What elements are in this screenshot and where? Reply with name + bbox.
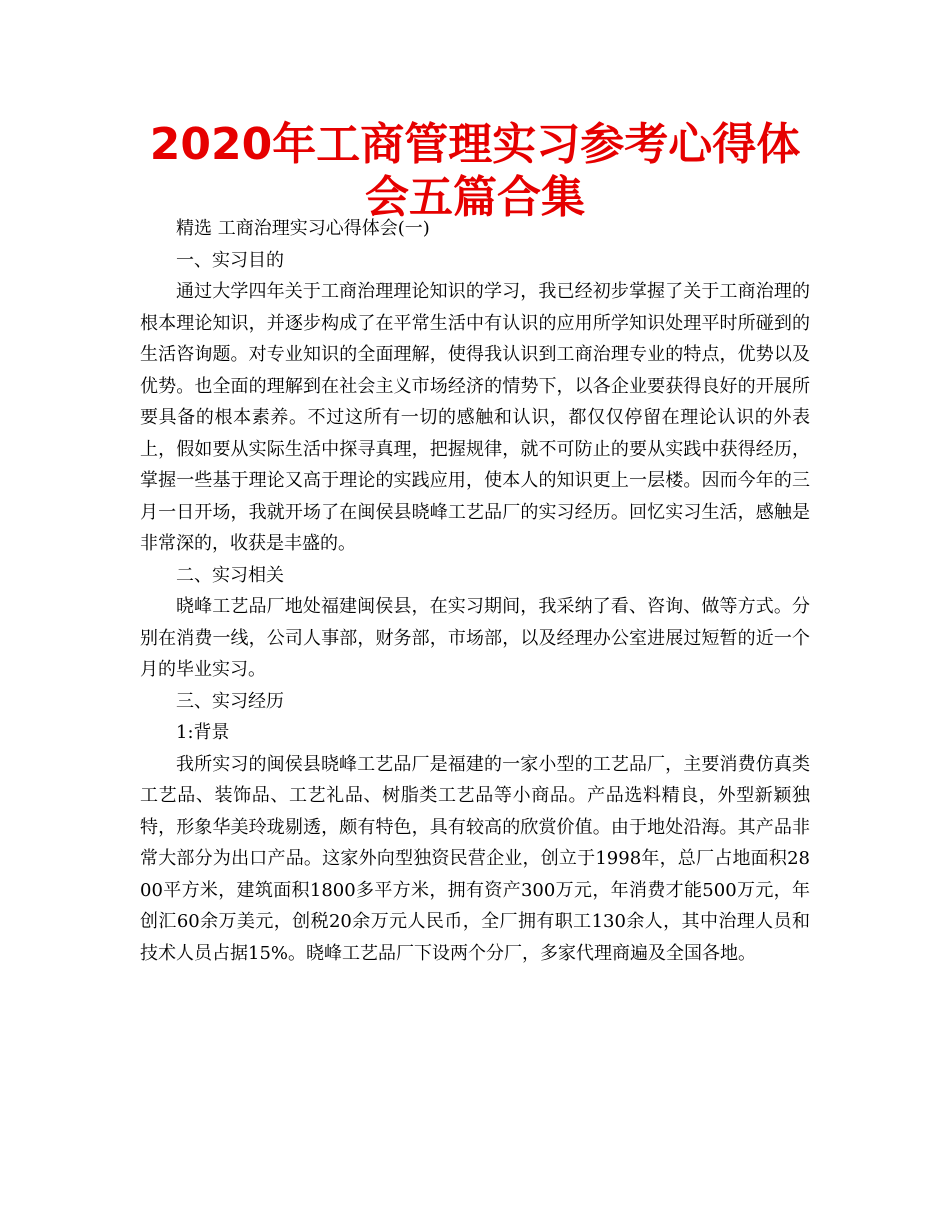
section-heading-related: 二、实习相关 — [176, 564, 284, 586]
paragraph-related: 晓峰工艺品厂地处福建闽侯县，在实习期间，我采纳了看、咨询、做等方式。分别在消费一线，公司人事部，财务部，市场部，以及经理办公室进展过短暂的近一个月的毕业实习。 — [140, 596, 810, 680]
paragraph-purpose: 通过大学四年关于工商治理理论知识的学习，我已经初步掌握了关于工商治理的根本理论知识，并逐步构成了在平常生活中有认识的应用所学知识处理平时所碰到的生活咨询题。对专业知识的全面理解，使得我认识到工商治理专业的特点，优势以及优势。也全面的理解到在社会主义市场经济的情势下，以各企业要获得良好的开展所要具备的根本素养。不过这所有一切的感触和认识，都仅仅停留在理论认识的外表上，假如要从实际生活中探寻真理，把握规律，就不可防止的要从实践中获得经历，掌握一些基于理论又高于理论的实践应用，使本人的知识更上一层楼。因而今年的三月一日开场，我就开场了在闽侯县晓峰工艺品厂的实习经历。回忆实习生活，感触是非常深的，收获是丰盛的。 — [140, 281, 810, 554]
section-heading-intro: 精选 工商治理实习心得体会(一) — [176, 218, 430, 239]
subheading-background: 1:背景 — [176, 722, 230, 743]
document-body — [140, 213, 810, 969]
section-heading-experience: 三、实习经历 — [176, 690, 284, 712]
paragraph-background: 我所实习的闽侯县晓峰工艺品厂是福建的一家小型的工艺品厂，主要消费仿真类工艺品、装饰品、工艺礼品、树脂类工艺品等小商品。产品选料精良，外型新颖独特，形象华美玲珑剔透，颇有特色，具有较高的欣赏价值。由于地处沿海。其产品非常大部分为出口产品。这家外向型独资民营企业，创立于1998年，总厂占地面积2800平方米，建筑面积1800多平方米，拥有资产300万元，年消费才能500万元，年创汇60余万美元，创税20余万元人民币，全厂拥有职工130余人，其中治理人员和技术人员占据15%。晓峰工艺品厂下设两个分厂，多家代理商遍及全国各地。 — [140, 753, 810, 964]
document-title: 2020年工商管理实习参考心得体会五篇合集 — [149, 119, 801, 223]
section-heading-purpose: 一、实习目的 — [176, 249, 284, 271]
